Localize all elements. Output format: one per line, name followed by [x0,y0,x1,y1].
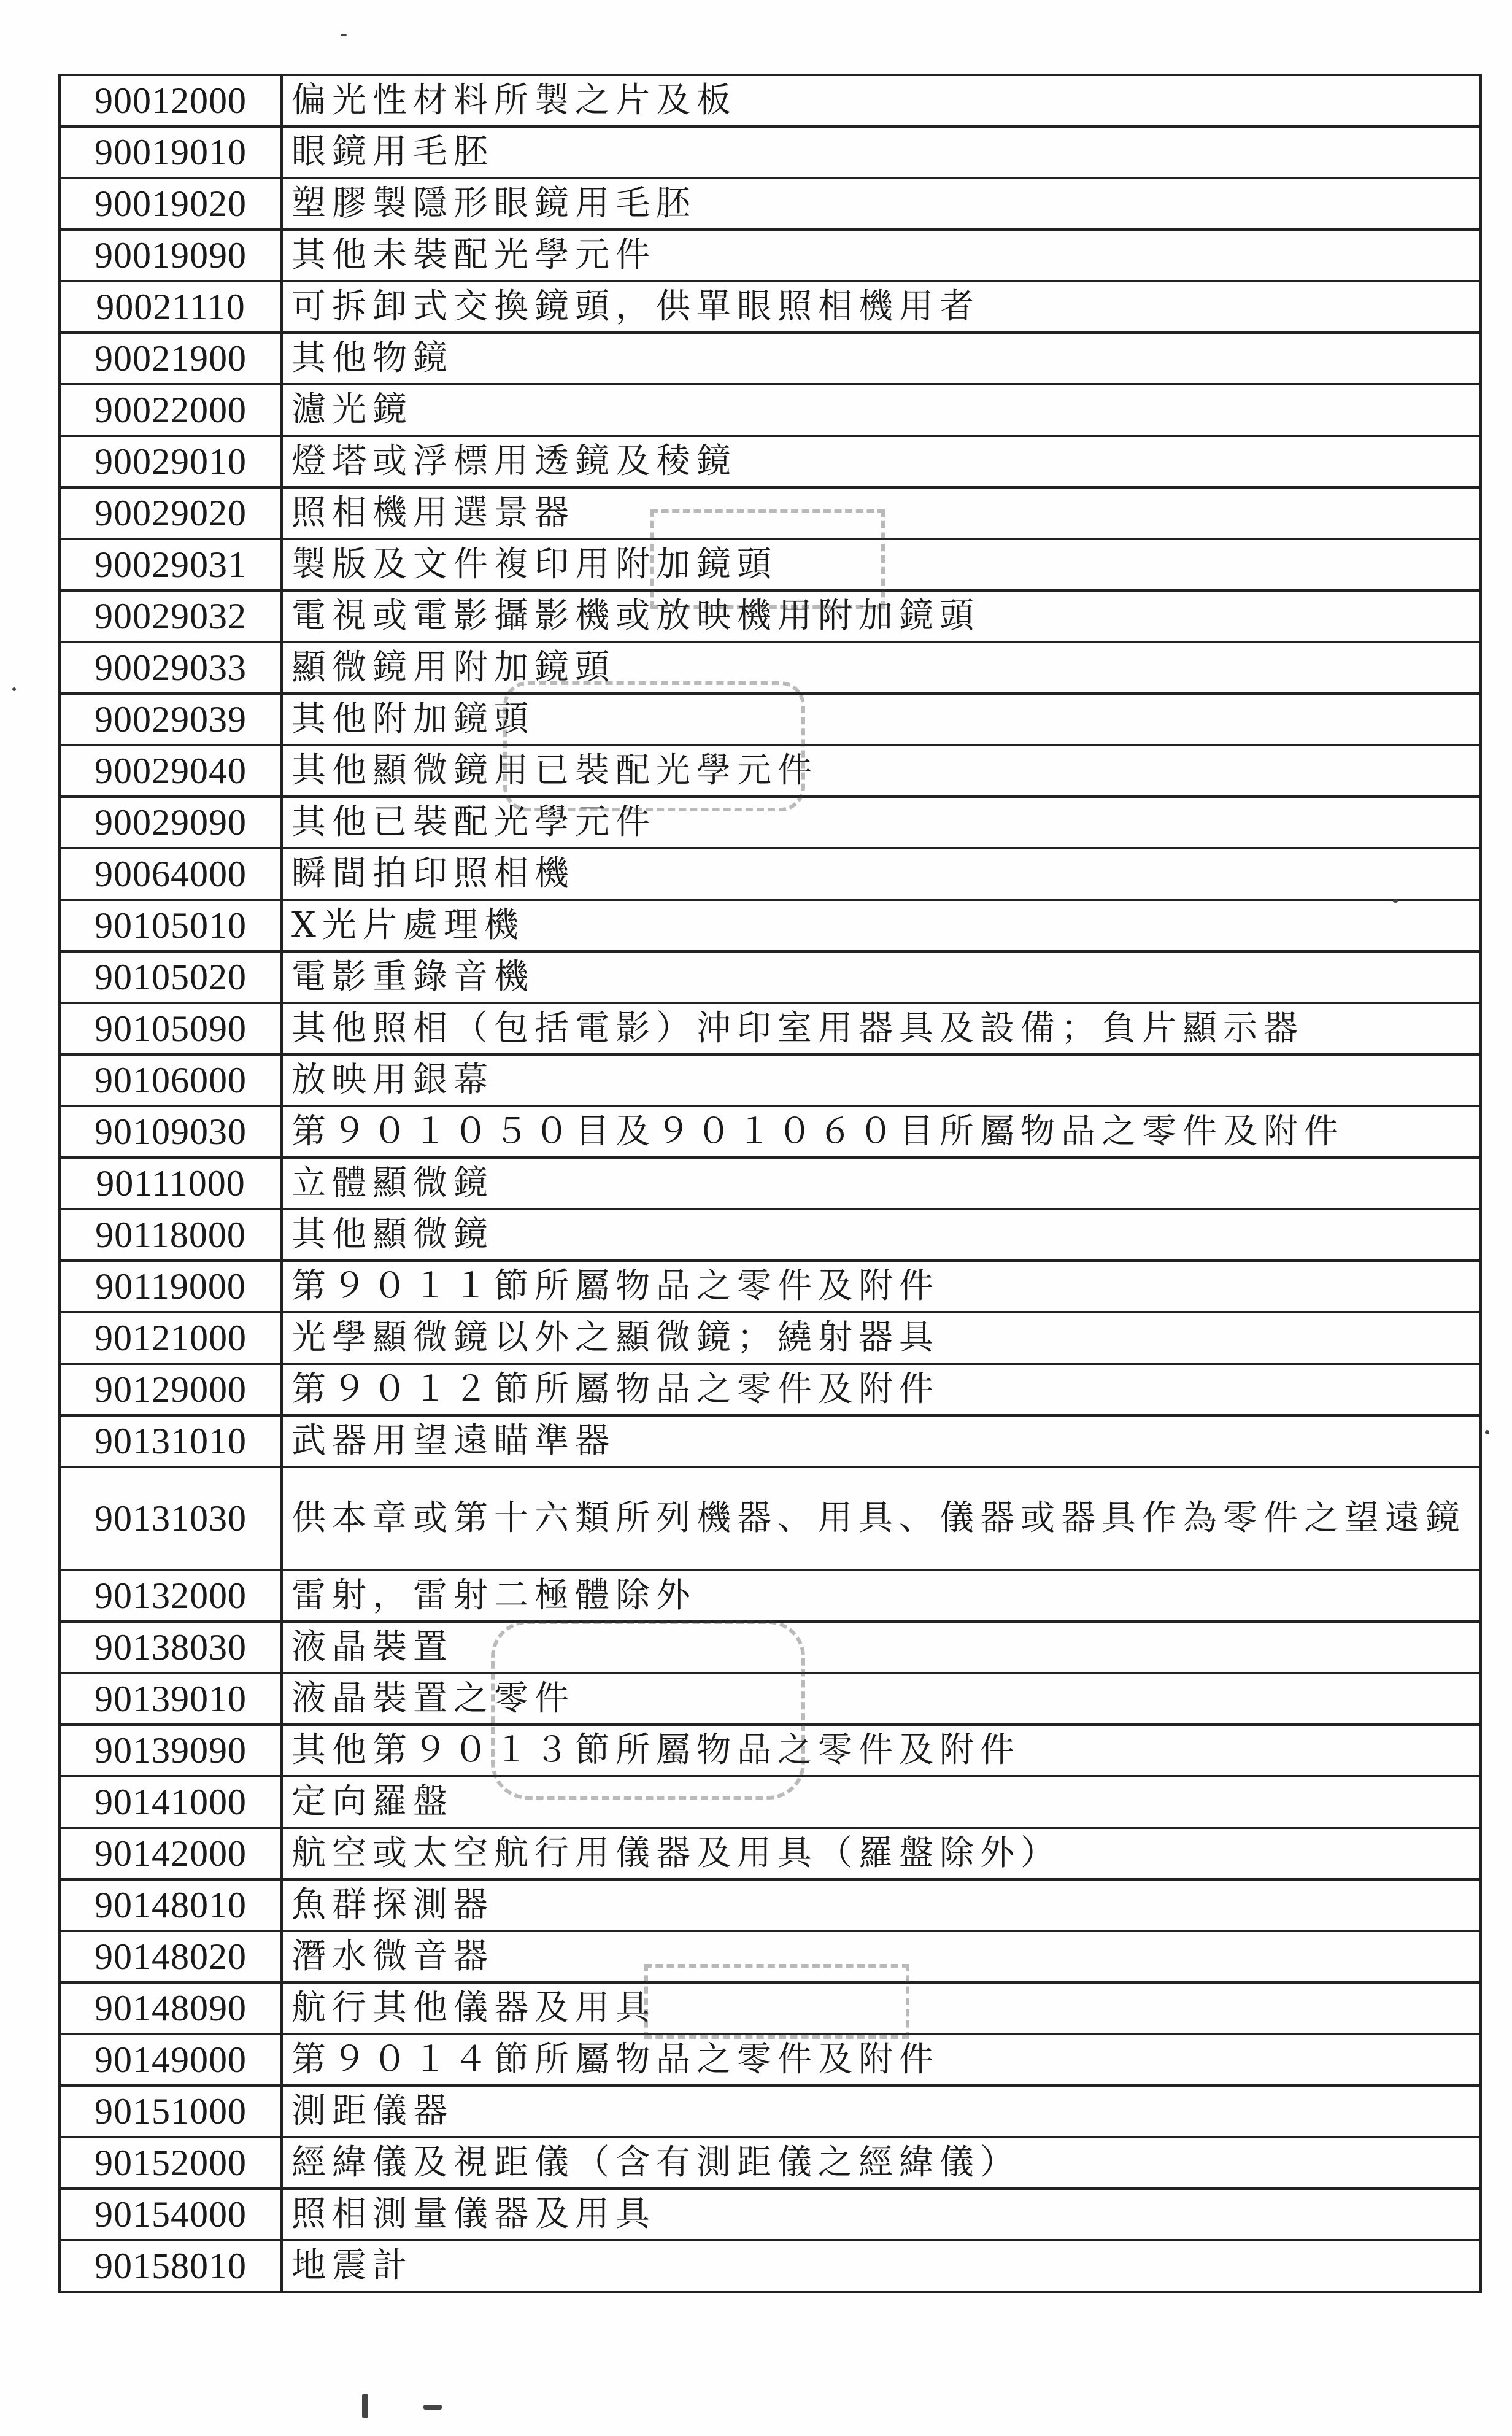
table-row [60,900,1481,951]
tariff-code-cell: 90019020 [60,178,282,230]
item-description-cell: 可拆卸式交換鏡頭，供單眼照相機用者 [282,281,1481,333]
table-row [60,333,1481,384]
item-description-cell: 地震計 [282,2240,1481,2292]
table-row [60,126,1481,178]
item-description-cell: 其他物鏡 [282,333,1481,384]
item-description-cell: 其他已裝配光學元件 [282,797,1481,848]
tariff-code-cell: 90022000 [60,384,282,436]
scan-speck [423,2405,442,2410]
tariff-code-cell: 90105020 [60,951,282,1003]
tariff-code-cell: 90139010 [60,1673,282,1725]
tariff-code-cell: 90142000 [60,1828,282,1879]
item-description-cell: 偏光性材料所製之片及板 [282,75,1481,126]
table-row [60,1261,1481,1312]
tariff-code-cell: 90121000 [60,1312,282,1364]
table-row [60,2189,1481,2240]
table-row [60,1982,1481,2034]
table-row [60,1570,1481,1622]
tariff-code-cell: 90129000 [60,1364,282,1415]
tariff-code-cell: 90019010 [60,126,282,178]
table-row [60,2137,1481,2189]
table-row [60,1312,1481,1364]
item-description-cell: 液晶裝置之零件 [282,1673,1481,1725]
item-description-cell: 放映用銀幕 [282,1054,1481,1106]
table-row [60,75,1481,126]
tariff-code-cell: 90106000 [60,1054,282,1106]
tariff-code-cell: 90109030 [60,1106,282,1158]
item-description-cell: 供本章或第十六類所列機器、用具、儀器或器具作為零件之望遠鏡 [282,1467,1481,1570]
tariff-code-cell: 90149000 [60,2034,282,2086]
tariff-code-cell: 90141000 [60,1776,282,1828]
item-description-cell: 濾光鏡 [282,384,1481,436]
table-row [60,1106,1481,1158]
item-description-cell: 其他未裝配光學元件 [282,230,1481,281]
item-description-cell: 第９０１１節所屬物品之零件及附件 [282,1261,1481,1312]
tariff-code-table [58,74,1482,2293]
table-row [60,1828,1481,1879]
item-description-cell: 立體顯微鏡 [282,1158,1481,1209]
tariff-code-cell: 90021900 [60,333,282,384]
item-description-cell: 光學顯微鏡以外之顯微鏡；繞射器具 [282,1312,1481,1364]
item-description-cell: 第９０１４節所屬物品之零件及附件 [282,2034,1481,2086]
item-description-cell: 魚群探測器 [282,1879,1481,1931]
table-row [60,539,1481,590]
tariff-code-cell: 90154000 [60,2189,282,2240]
table-row [60,1673,1481,1725]
table-row [60,1209,1481,1261]
tariff-code-cell: 90064000 [60,848,282,900]
table-row [60,848,1481,900]
scan-speck [12,687,16,691]
tariff-code-cell: 90029010 [60,436,282,487]
table-row [60,745,1481,797]
item-description-cell: 電影重錄音機 [282,951,1481,1003]
tariff-code-cell: 90119000 [60,1261,282,1312]
scan-speck [1393,899,1398,903]
item-description-cell: 經緯儀及視距儀（含有測距儀之經緯儀） [282,2137,1481,2189]
tariff-code-cell: 90029039 [60,694,282,745]
table-row [60,1054,1481,1106]
table-row [60,1879,1481,1931]
item-description-cell: 第９０１０５０目及９０１０６０目所屬物品之零件及附件 [282,1106,1481,1158]
table-row [60,384,1481,436]
tariff-code-cell: 90158010 [60,2240,282,2292]
item-description-cell: 塑膠製隱形眼鏡用毛胚 [282,178,1481,230]
item-description-cell: 照相測量儀器及用具 [282,2189,1481,2240]
table-row [60,487,1481,539]
tariff-code-cell: 90029090 [60,797,282,848]
tariff-code-cell: 90131030 [60,1467,282,1570]
item-description-cell: X光片處理機 [282,900,1481,951]
table-row [60,1776,1481,1828]
table-row [60,2034,1481,2086]
scan-speck [1485,1430,1489,1434]
tariff-code-cell: 90029040 [60,745,282,797]
item-description-cell: 製版及文件複印用附加鏡頭 [282,539,1481,590]
item-description-cell: 其他顯微鏡 [282,1209,1481,1261]
tariff-code-cell: 90131010 [60,1415,282,1467]
table-row [60,230,1481,281]
table-row [60,1467,1481,1570]
tariff-code-cell: 90029031 [60,539,282,590]
table-row [60,178,1481,230]
item-description-cell: 定向羅盤 [282,1776,1481,1828]
table-row [60,590,1481,642]
tariff-code-cell: 90148020 [60,1931,282,1982]
item-description-cell: 液晶裝置 [282,1622,1481,1673]
table-row [60,1415,1481,1467]
scan-speck [341,34,347,36]
table-row [60,1725,1481,1776]
scan-speck [362,2394,368,2418]
tariff-code-cell: 90148090 [60,1982,282,2034]
table-row [60,1931,1481,1982]
tariff-code-cell: 90012000 [60,75,282,126]
tariff-code-cell: 90105090 [60,1003,282,1054]
item-description-cell: 雷射，雷射二極體除外 [282,1570,1481,1622]
tariff-code-cell: 90152000 [60,2137,282,2189]
item-description-cell: 電視或電影攝影機或放映機用附加鏡頭 [282,590,1481,642]
tariff-code-cell: 90029032 [60,590,282,642]
item-description-cell: 其他附加鏡頭 [282,694,1481,745]
table-row [60,2086,1481,2137]
table-row [60,797,1481,848]
tariff-code-cell: 90111000 [60,1158,282,1209]
table-row [60,1158,1481,1209]
item-description-cell: 燈塔或浮標用透鏡及稜鏡 [282,436,1481,487]
item-description-cell: 航行其他儀器及用具 [282,1982,1481,2034]
item-description-cell: 眼鏡用毛胚 [282,126,1481,178]
tariff-code-cell: 90132000 [60,1570,282,1622]
table-row [60,1364,1481,1415]
tariff-code-cell: 90029020 [60,487,282,539]
item-description-cell: 潛水微音器 [282,1931,1481,1982]
tariff-code-cell: 90151000 [60,2086,282,2137]
tariff-code-cell: 90019090 [60,230,282,281]
item-description-cell: 照相機用選景器 [282,487,1481,539]
tariff-code-cell: 90105010 [60,900,282,951]
table-row [60,1622,1481,1673]
tariff-code-cell: 90029033 [60,642,282,694]
item-description-cell: 測距儀器 [282,2086,1481,2137]
item-description-cell: 其他照相（包括電影）沖印室用器具及設備；負片顯示器 [282,1003,1481,1054]
table-row [60,642,1481,694]
table-row [60,2240,1481,2292]
tariff-code-cell: 90118000 [60,1209,282,1261]
tariff-code-cell: 90139090 [60,1725,282,1776]
tariff-code-cell: 90148010 [60,1879,282,1931]
item-description-cell: 其他顯微鏡用已裝配光學元件 [282,745,1481,797]
table-row [60,436,1481,487]
table-row [60,1003,1481,1054]
item-description-cell: 其他第９０１３節所屬物品之零件及附件 [282,1725,1481,1776]
item-description-cell: 顯微鏡用附加鏡頭 [282,642,1481,694]
tariff-code-cell: 90138030 [60,1622,282,1673]
table-body [60,75,1481,2292]
item-description-cell: 武器用望遠瞄準器 [282,1415,1481,1467]
table-row [60,951,1481,1003]
tariff-code-cell: 90021110 [60,281,282,333]
item-description-cell: 第９０１２節所屬物品之零件及附件 [282,1364,1481,1415]
table-row [60,281,1481,333]
table-row [60,694,1481,745]
item-description-cell: 瞬間拍印照相機 [282,848,1481,900]
item-description-cell: 航空或太空航行用儀器及用具（羅盤除外） [282,1828,1481,1879]
